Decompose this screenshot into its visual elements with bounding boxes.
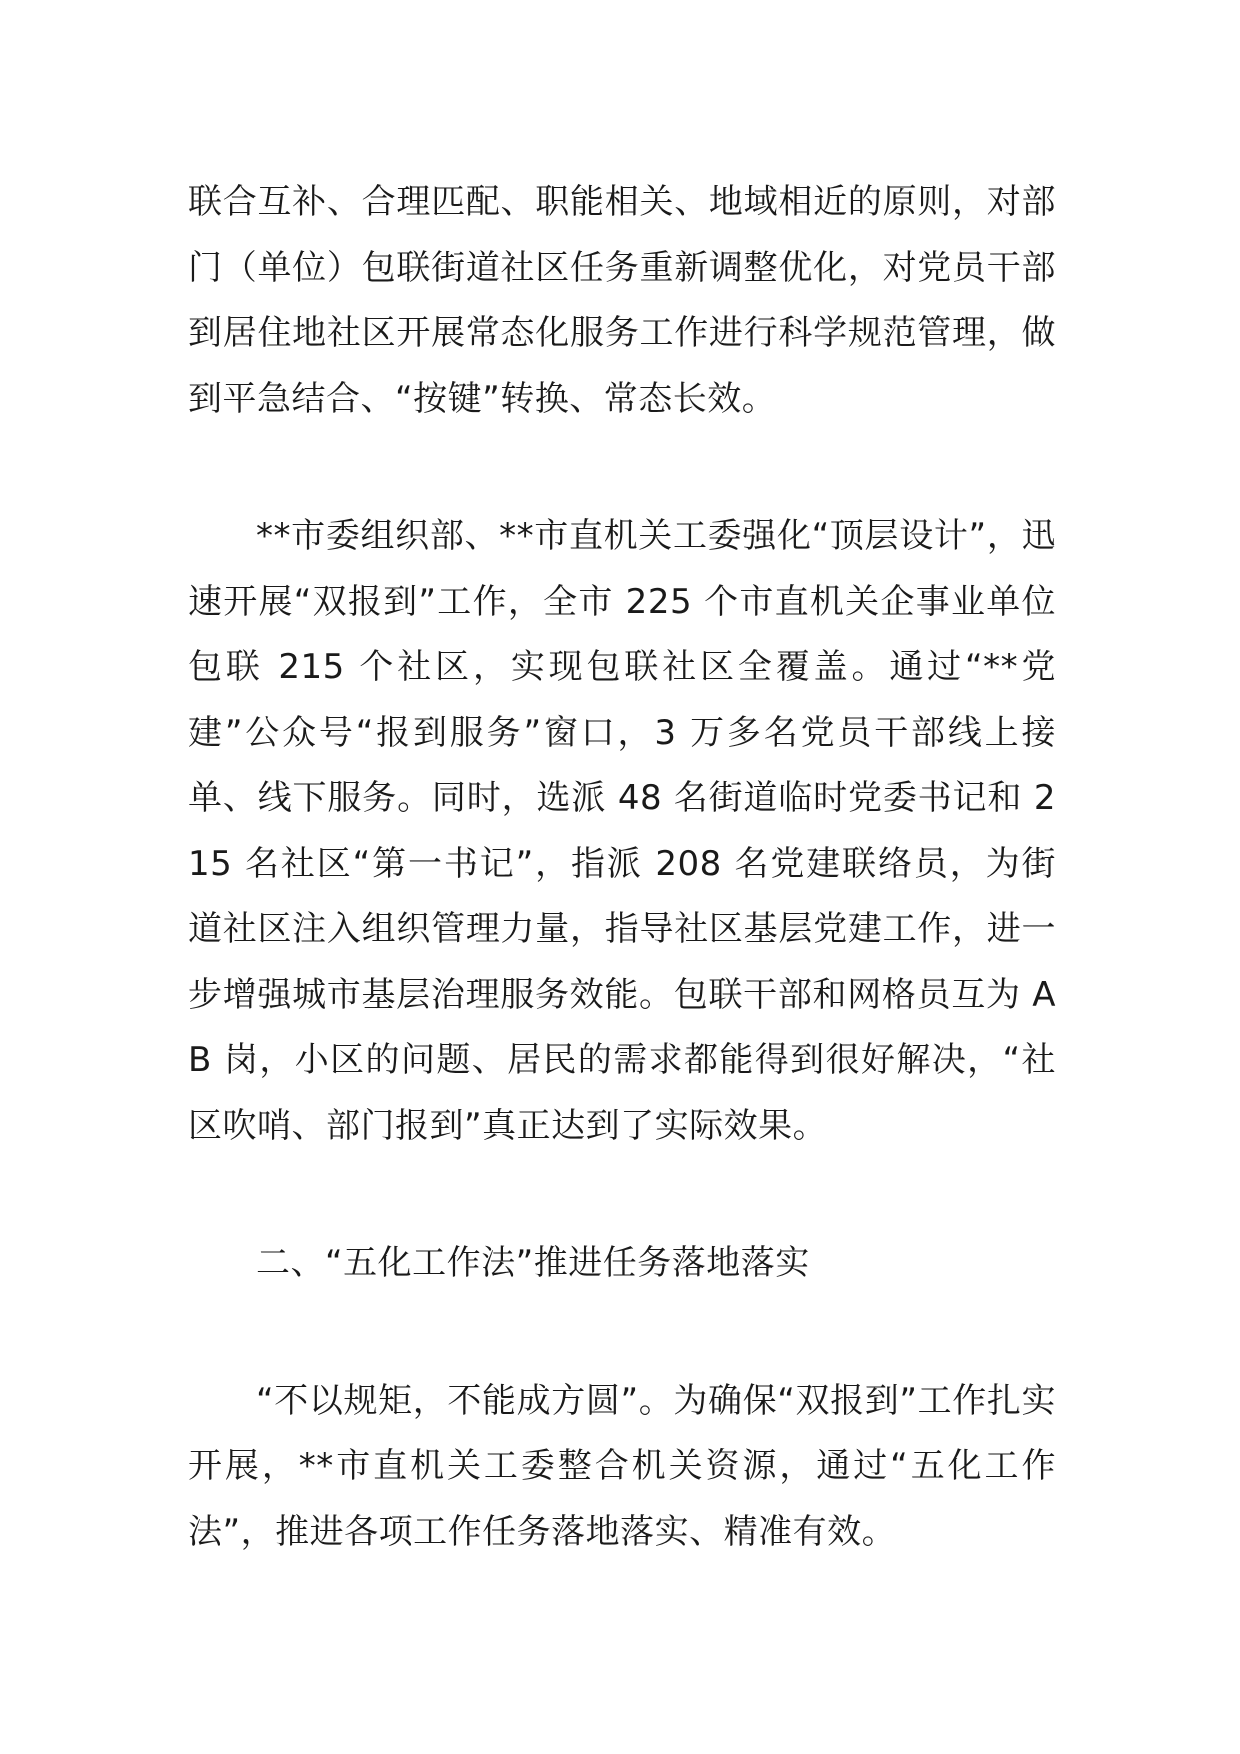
paragraph-double-report: **市委组织部、**市直机关工委强化“顶层设计”，迅速开展“双报到”工作，全市 225 个市直机关企事业单位包联 215 个社区，实现包联社区全覆盖。通过“**党建”公众号“报到服务”窗口，3 万多名党员干部线上接单、线下服务。同时，选派 48 名街道临时党委书记和 215 名社区“第一书记”，指派 208 名党建联络员，为街道社区注入组织管理力量，指导社区基层党建工作，进一步增强城市基层治理服务效能。包联干部和网格员互为 AB 岗，小区的问题、居民的需求都能得到很好解决，“社区吹哨、部门报到”真正达到了实际效果。	[188, 516, 1056, 1146]
paragraph-five-methods: “不以规矩，不能成方圆”。为确保“双报到”工作扎实开展，**市直机关工委整合机关资源，通过“五化工作法”，推进各项工作任务落地落实、精准有效。	[188, 1380, 1056, 1552]
paragraph-spacer	[188, 432, 1056, 504]
section-heading: 二、“五化工作法”推进任务落地落实	[256, 1243, 810, 1283]
paragraph-spacer	[188, 1159, 1056, 1231]
paragraph-continuation: 联合互补、合理匹配、职能相关、地域相近的原则，对部门（单位）包联街道社区任务重新调整优化，对党员干部到居住地社区开展常态化服务工作进行科学规范管理，做到平急结合、“按键”转换、常态长效。	[188, 182, 1056, 419]
document-body	[188, 170, 1056, 1565]
paragraph-spacer	[188, 1297, 1056, 1369]
